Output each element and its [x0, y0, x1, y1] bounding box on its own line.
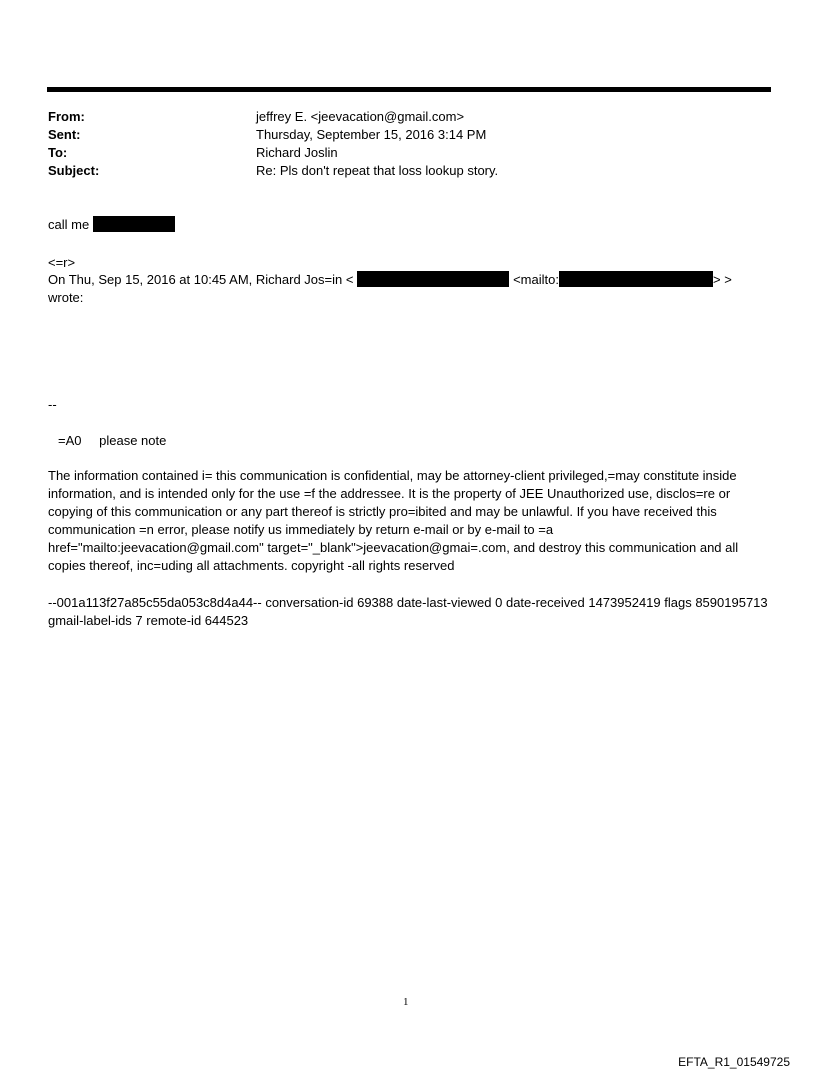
on-wrote-line	[48, 271, 732, 289]
redaction-box	[559, 271, 713, 287]
to-label: To:	[48, 145, 68, 160]
from-value: jeffrey E. <jeevacation@gmail.com>	[256, 109, 465, 124]
from-label: From:	[48, 109, 85, 124]
signature-dash: --	[48, 397, 57, 412]
redaction-box	[357, 271, 509, 287]
subject-value: Re: Pls don't repeat that loss lookup story.	[256, 163, 499, 178]
quote-marker: <=r>	[48, 255, 76, 270]
redaction-box	[93, 216, 175, 232]
subject-label: Subject:	[48, 163, 100, 178]
top-rule	[47, 87, 771, 92]
please-note-text: please note	[99, 433, 167, 448]
sent-value: Thursday, September 15, 2016 3:14 PM	[256, 127, 487, 142]
on-line-mid: <mailto:	[513, 272, 559, 287]
call-me-text: call me	[48, 217, 90, 232]
document-id: EFTA_R1_01549725	[678, 1055, 790, 1069]
wrote-text: wrote:	[48, 290, 84, 305]
metadata-paragraph: --001a113f27a85c55da053c8d4a44-- conversation-id 69388 date-last-viewed 0 date-received 1473952419 flags 8590195713 gmail-label-ids 7 remote-id 644523	[48, 595, 768, 628]
call-me-line	[48, 216, 175, 234]
on-line-end: > >	[712, 272, 732, 287]
to-value: Richard Joslin	[256, 145, 338, 160]
a0-code: =A0	[58, 433, 82, 448]
page-number: 1	[403, 996, 409, 1008]
on-line-start: On Thu, Sep 15, 2016 at 10:45 AM, Richard Jos=in <	[48, 272, 354, 287]
disclaimer-paragraph: The information contained i= this communication is confidential, may be attorney-client privileged,=may constitute inside information, and is intended only for the use =f the addressee. It is the property of JEE Unauthorized use, disclos=re or copying of this communication or any part thereof is strictly pro=ibited and may be unlawful. If you have received this communication =n error, please notify us immediately by return e-mail or by e-mail to =a href="mailto:jeevacation@gmail.com" target="_blank">jeevacation@gmai=.com, and destroy this communication and all copies thereof, inc=uding all attachments. copyright -all rights reserved	[48, 468, 739, 573]
please-note-line	[58, 432, 166, 450]
sent-label: Sent:	[48, 127, 81, 142]
